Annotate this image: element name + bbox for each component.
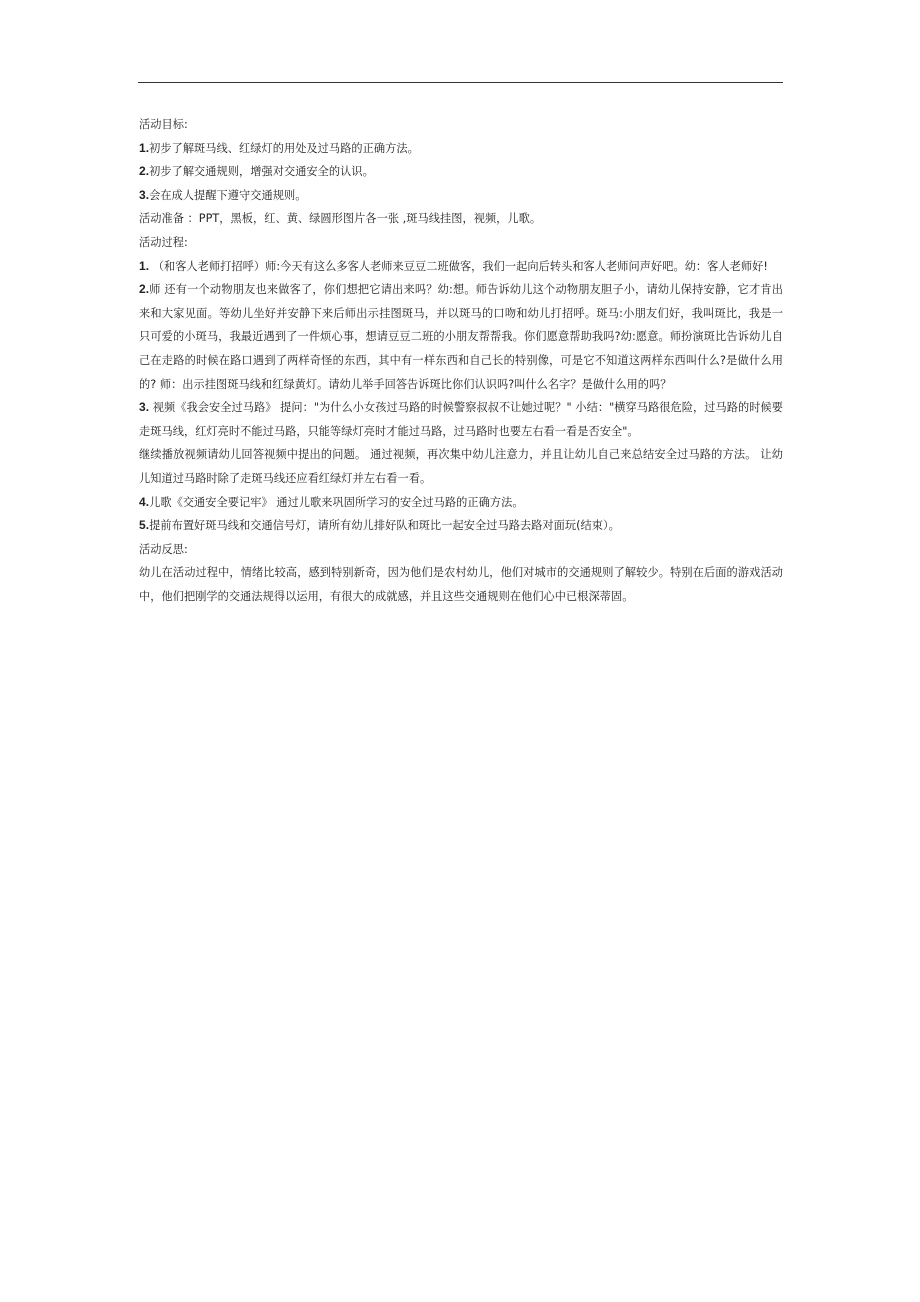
goal-item-2: 2.初步了解交通规则，增强对交通安全的认识。 — [139, 164, 374, 179]
goal-item-1: 1.初步了解斑马线、红绿灯的用处及过马路的正确方法。 — [139, 140, 419, 155]
goal-item-3: 3.会在成人提醒下遵守交通规则。 — [139, 187, 307, 202]
goals-heading: 活动目标: — [139, 118, 188, 131]
process-step-3-continued: 继续播放视频请幼儿回答视频中提出的问题。 通过视频，再次集中幼儿注意力，并且让幼儿自己来总结安全过马路的方法。 让幼儿知道过马路时除了走斑马线还应看红绿灯并左右看一看。 — [139, 448, 783, 485]
header-rule — [138, 82, 783, 83]
process-step-4: 4.儿歌《交通安全要记牢》 通过儿歌来巩固所学习的安全过马路的正确方法。 — [139, 494, 524, 509]
process-step-5: 5.提前布置好斑马线和交通信号灯，请所有幼儿排好队和斑比一起安全过马路去路对面玩(结束）。 — [139, 518, 620, 533]
preparation-line: 活动准备 ：PPT，黑板，红、黄、绿圆形图片各一张 ,斑马线挂图，视频，儿歌。 — [139, 212, 542, 226]
reflection-paragraph: 幼儿在活动过程中，情绪比较高，感到特别新奇，因为他们是农村幼儿，他们对城市的交通规则了解较少。特别在后面的游戏活动中，他们把刚学的交通法规得以运用，有很大的成就感，并且这些交通规则在他们心中已根深蒂固。 — [139, 566, 783, 603]
reflection-heading: 活动反思: — [139, 542, 188, 556]
process-step-1: 1. （和客人老师打招呼）师:今天有这么多客人老师来豆豆二班做客，我们一起向后转头和客人老师问声好吧。幼：客人老师好! — [139, 258, 768, 273]
process-step-3: 3. 视频《我会安全过马路》 提问："为什么小女孩过马路的时候警察叔叔不让她过呢？" 小结："横穿马路很危险，过马路的时候要走斑马线，红灯亮时不能过马路，只能等绿灯亮时才能过马路，过马路时也要左右看一看是否安全"。 — [139, 400, 783, 438]
process-heading: 活动过程: — [139, 235, 188, 249]
document-body — [139, 113, 783, 608]
process-step-2: 2.师 还有一个动物朋友也来做客了，你们想把它请出来吗？幼:想。师告诉幼儿这个动物朋友胆子小，请幼儿保持安静，它才肯出来和大家见面。等幼儿坐好并安静下来后师出示挂图斑马，并以斑马的口吻和幼儿打招呼。斑马:小朋友们好，我叫斑比，我是一只可爱的小斑马，我最近遇到了一件烦心事，想请豆豆二班的小朋友帮帮我。你们愿意帮助我吗?幼:愿意。师扮演斑比告诉幼儿自己在走路的时候在路口遇到了两样奇怪的东西，其中有一样东西和自己长的特别像，可是它不知道这两样东西叫什么?是做什么用的? 师：出示挂图斑马线和红绿黄灯。请幼儿举手回答告诉斑比你们认识吗?叫什么名字？是做什么用的吗？ — [139, 282, 783, 391]
